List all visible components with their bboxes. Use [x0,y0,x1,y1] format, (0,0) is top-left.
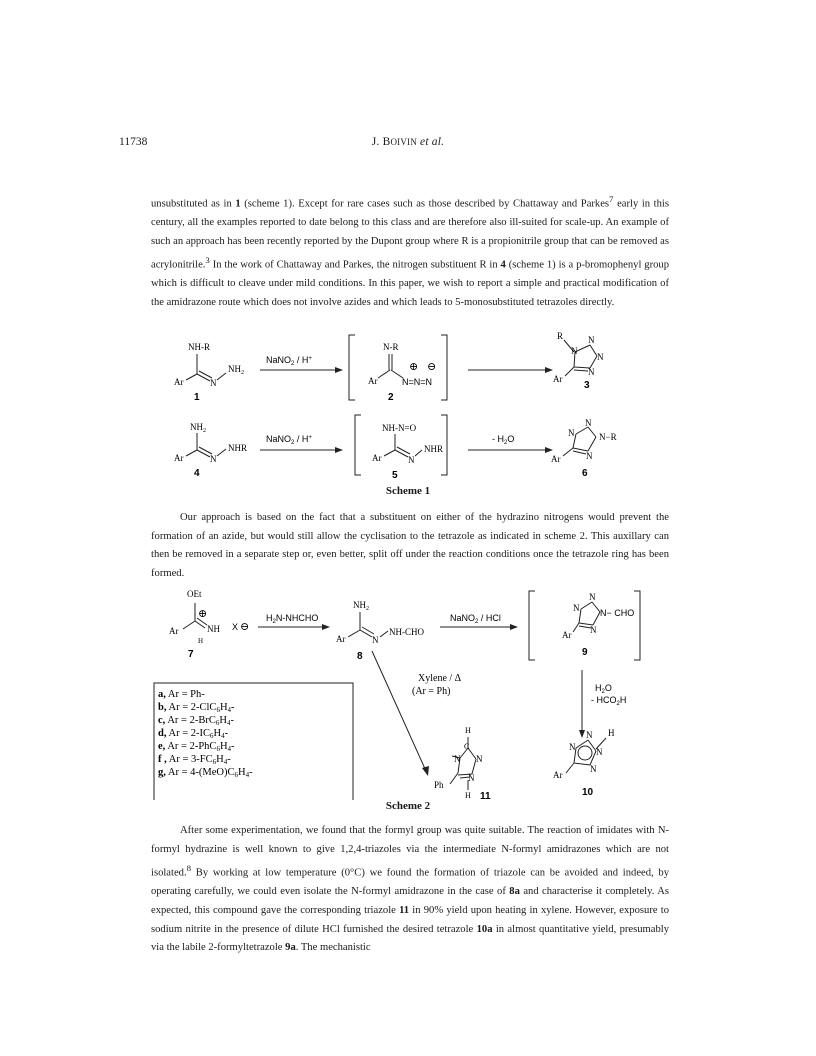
svg-text:Ar: Ar [551,454,561,464]
compound-7-number: 7 [188,649,194,660]
svg-text:N: N [596,747,603,757]
svg-text:N: N [454,754,461,764]
svg-text:H: H [465,726,471,735]
svg-text:NH-CHO: NH-CHO [389,627,424,637]
svg-text:NH2: $NH_2$ [228,364,244,376]
svg-text:N: N [586,730,593,740]
scheme-2-figure [150,585,670,800]
svg-text:Ar: Ar [372,453,382,463]
svg-text:⊖: ⊖ [240,621,250,633]
svg-text:NH-N=O: NH-N=O [382,423,417,433]
running-head: J. BOIVIN et al. [371,136,445,148]
svg-text:N-R: N-R [383,342,399,352]
svg-text:Ar: Ar [174,377,184,387]
scheme-2-caption: Scheme 2 [385,800,431,812]
svg-text:N: N [210,378,217,388]
svg-text:N: N [573,603,580,613]
svg-text:- H2O: - $H_2O$ [492,434,515,446]
compound-9-number: 9 [582,647,588,658]
svg-text:H2N-NHCHO: $H_2N$-NHCHO [266,613,319,625]
svg-text:N: N [588,367,595,377]
svg-text:NHR: NHR [228,443,248,453]
svg-text:N: N [568,428,575,438]
svg-text:N: N [210,454,217,464]
svg-text:N: N [571,346,578,356]
svg-text:N: N [569,742,576,752]
svg-text:Ar: Ar [368,376,378,386]
svg-text:N: N [597,352,604,362]
svg-text:N: N [468,773,475,783]
compound-8-number: 8 [357,651,363,662]
svg-text:Ar: Ar [169,626,179,636]
compound-2-number: 2 [388,392,394,403]
svg-text:g, Ar = 4-(MeO)C6H4-: g, Ar = 4-(MeO)C6H4- [158,767,253,779]
compound-10-number: 10 [582,787,594,798]
compound-1-number: 1 [194,392,200,403]
svg-text:Ar: Ar [562,630,572,640]
svg-text:H2O: $H_2O$ [595,683,612,695]
paragraph-3: After some experimentation, we found that the formyl group was quite suitable. The reaction of imidates with N-formyl hydrazine is well known to give 1,2,4-triazoles via the intermediate N-formyl amidrazones which are not isolated.$^8$ By working at low temperature (0°C) we found the formation of triazole can be avoided and indeed, by operating carefully, we could even isolate the N-formyl amidrazone in the case of 8a and characterise it completely. As expected, this compound gave the corresponding triazole 11 in 90% yield upon heating in xylene. However, exposure to sodium nitrite in the presence of dilute HCl furnished the desired tetrazole 10a in almost quantitative yield, presumably via the labile 2-formyltetrazole 9a. The mechanistic [151,825,670,954]
svg-text:NH2: $NH_2$ [190,422,206,434]
compound-5-number: 5 [392,470,398,481]
svg-text:H: H [198,637,204,645]
svg-text:C: C [464,742,470,751]
svg-text:a, Ar = Ph-: a, Ar = Ph- [158,689,205,700]
svg-text:f , Ar = 3-FC6H4-: f , Ar = 3-FC6H4- [158,754,231,766]
svg-text:Ph: Ph [434,780,444,790]
svg-text:H: H [465,791,471,800]
svg-text:N: N [590,625,597,635]
svg-text:R: R [557,331,564,341]
svg-text:OEt: OEt [187,589,202,599]
svg-text:Ar: Ar [553,374,563,384]
svg-text:NaNO2 / H+: NaNO$_2$ / H+ [266,355,312,367]
svg-text:Ar: Ar [553,770,563,780]
svg-text:N=N=N: N=N=N [402,377,433,387]
page-number: 11738 [119,136,148,148]
svg-text:N: N [408,455,415,465]
svg-text:N: N [589,592,596,602]
paragraph-1: unsubstituted as in 1 (scheme 1). Except for rare cases such as those described by Chattaway and Parkes$^7$ early in this century, all the examples reported to date belong to this class and are therefore also ill-suited for scale-up. An example of such an approach has been recently reported by the Dupont group where R is a propionitrile group that can be removed as acrylonitrile.$^3$ In the work of Chattaway and Parkes, the nitrogen substituent R in 4 (scheme 1) is a p-bromophenyl group which is difficult to cleave under mild conditions. In this paper, we wish to report a simple and practical modification of the amidrazone route which does not involve azides and which leads to 5-monosubstituted tetrazoles directly. [151,194,669,309]
svg-text:NaNO2 / H+: NaNO$_2$ / H+ [266,434,312,446]
svg-text:Xylene / Δ: Xylene / Δ [418,673,462,684]
svg-text:N: N [585,418,592,428]
svg-text:e, Ar = 2-PhC6H4-: e, Ar = 2-PhC6H4- [158,741,235,753]
compound-3-number: 3 [584,380,590,391]
svg-text:NH: NH [207,624,220,634]
paragraph-2: Our approach is based on the fact that a substituent on either of the hydrazino nitrogens would prevent the formation of an azide, but would still allow the cyclisation to the tetrazole as indicated in scheme 2. This auxillary can then be removed in a separate step or, even better, split off under the reaction conditions once the tetrazole ring has been formed. [151,512,669,579]
svg-text:X: X [232,622,239,632]
ar-substituent-legend [158,689,253,779]
svg-text:- HCO2H: - $HCO_2H$ [591,695,627,707]
scheme-1-caption: Scheme 1 [385,485,431,497]
svg-text:N: N [588,335,595,345]
svg-text:H: H [608,728,615,738]
svg-text:NH2: $NH_2$ [353,600,369,612]
compound-6-number: 6 [582,468,588,479]
scheme-1-figure [150,330,670,485]
svg-text:N: N [476,754,483,764]
svg-text:NHR: NHR [424,444,444,454]
svg-text:N: N [590,764,597,774]
svg-text:N: N [586,451,593,461]
svg-text:NaNO2 / HCl: NaNO$_2$ / HCl [450,613,501,625]
c1-nhr-label: NH-R [188,342,210,352]
svg-text:(Ar = Ph): (Ar = Ph) [412,686,451,697]
svg-text:b, Ar = 2-ClC6H4-: b, Ar = 2-ClC6H4- [158,702,235,714]
svg-text:Ar: Ar [174,453,184,463]
svg-text:⊕: ⊕ [198,608,208,620]
svg-text:Ar: Ar [336,634,346,644]
compound-11-number: 11 [480,791,491,800]
svg-text:N−R: N−R [599,432,617,442]
svg-text:d, Ar = 2-IC6H4-: d, Ar = 2-IC6H4- [158,728,229,740]
svg-text:c, Ar = 2-BrC6H4-: c, Ar = 2-BrC6H4- [158,715,234,727]
svg-text:N: N [372,635,379,645]
svg-text:⊖: ⊖ [427,361,437,373]
svg-text:N− CHO: N− CHO [600,608,635,618]
svg-text:⊕: ⊕ [409,361,419,373]
compound-4-number: 4 [194,468,200,479]
